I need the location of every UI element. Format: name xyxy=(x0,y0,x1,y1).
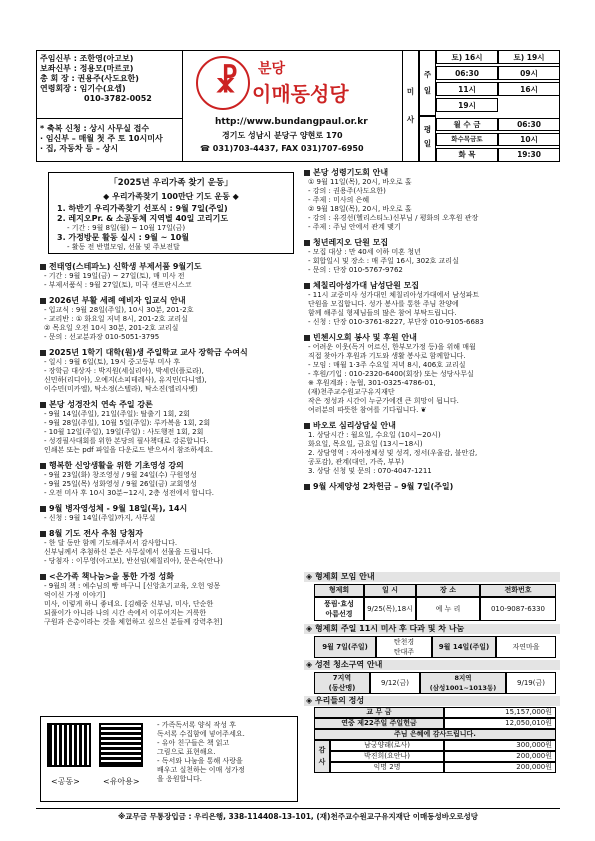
weekday-label xyxy=(419,116,436,162)
qr-code-icon[interactable] xyxy=(47,723,91,767)
notice-line: ② 목요일 오전 10시 30분, 201-2호 교리실 xyxy=(44,324,179,332)
notice-title-text: 행복한 신앙생활을 위한 기초영성 강의 xyxy=(49,461,184,470)
campaign-item: - 활동 전 반별모임, 선물 및 주보전달 xyxy=(67,243,180,251)
notice-line: 작은 정성과 시간이 누군가에겐 큰 희망이 됩니다. xyxy=(308,397,459,405)
donor-name: 익명 2명 xyxy=(330,762,444,773)
mass-label xyxy=(402,50,419,162)
notice-title-text: 8월 기도 전사 추첨 당첨자 xyxy=(49,529,143,538)
bullet-square-icon xyxy=(40,350,46,356)
mass-time: 09시 xyxy=(498,66,560,80)
col-header: 형제회 xyxy=(314,584,364,597)
donor-name: 남궁양래(로사) xyxy=(330,740,444,751)
notice-line: 되풀이가 아니라 나의 시간 속에서 이루어지는 거룩한 xyxy=(44,609,207,617)
address: 경기도 성남시 분당구 양현로 170 xyxy=(222,131,343,140)
bullet-square-icon xyxy=(40,506,46,512)
meeting-title: ◈ 형제회 모임 안내 xyxy=(304,572,560,582)
notice-title xyxy=(304,281,560,291)
notice-section xyxy=(304,482,560,492)
notice-section xyxy=(40,572,298,627)
qr-code-icon[interactable] xyxy=(99,723,143,767)
mass-schedule-table xyxy=(402,50,560,162)
weekday-label-1: 평 xyxy=(423,125,432,134)
notice-title xyxy=(304,421,560,431)
notice-line: - 신청 : 단장 010-3761-8227, 부단장 010-9105-6683 xyxy=(308,318,484,326)
weekday-time: 19:30 xyxy=(498,148,560,162)
notice-line: - 9월 23일(화) 창조영성 / 9월 24일(수) 구원영성 xyxy=(44,471,197,479)
offering-title: ◈ 우리들의 정성 xyxy=(304,696,560,706)
note-line: · 임신부 – 매월 첫 주 토 10시미사 xyxy=(40,134,163,143)
weekday-time: 10시 xyxy=(498,133,560,146)
cleaning-date: 9/12(금) xyxy=(370,672,420,694)
notice-title-text: 9월 병자영성체 - 9월 18일(목), 14시 xyxy=(49,504,188,513)
notice-line: 이수민(미카엘), 탁소정(스텔라), 탁소진(엘리사벳) xyxy=(44,385,198,393)
notice-section xyxy=(40,400,298,455)
meeting-group: 풍림·효성 아름선경 xyxy=(314,597,364,621)
notice-line: 신부님께서 추첨하신 분은 사무실에서 선물을 드립니다. xyxy=(44,548,213,556)
tea-date: 9월 7일(주일) xyxy=(314,636,376,658)
campaign-title: 「2025년 우리가족 찾기 운동」 xyxy=(109,178,233,188)
staff-phone: 010-3782-0052 xyxy=(84,94,152,103)
tea-area: 탄천경 탄대주 xyxy=(376,636,432,658)
left-notices xyxy=(40,262,298,631)
notice-line: 여러분의 따뜻한 참여를 기다립니다. ❦ xyxy=(308,406,427,414)
notice-line: 미사, 이렇게 하니 좋네요. [김혜중 신부님, 미사, 단순한 xyxy=(44,600,214,608)
notice-title xyxy=(40,262,298,272)
notice-title-text: 빈첸시오회 봉사 및 후원 안내 xyxy=(313,333,417,342)
tea-date: 9월 14일(주일) xyxy=(432,636,496,658)
bullet-square-icon xyxy=(40,574,46,580)
sunday-label xyxy=(419,50,436,116)
qr-label: <유아용> xyxy=(103,777,140,786)
notice-line: 함께 해주실 형제님들의 많은 참여 부탁드립니다. xyxy=(308,309,457,317)
campaign-item: 1. 하반기 우리가족찾기 선포식 : 9월 7일(주일) xyxy=(57,204,228,213)
notice-title-text: 본당 성경잔치 연속 주일 강론 xyxy=(49,400,153,409)
notice-section xyxy=(40,348,298,394)
meeting-time: 9/25(목),18시 xyxy=(364,597,416,621)
notice-line: ※ 후원계좌 : 농협, 301-0325-4786-01, xyxy=(308,379,436,387)
donor-name: 박진희(요안나) xyxy=(330,751,444,762)
cleaning-zone: 8지역 (삼성1001~1013동) xyxy=(420,672,506,694)
thanks-text: 주님 은혜에 감사드립니다. xyxy=(314,729,556,740)
notice-line: - 기간 : 9월 19일(금) ~ 27일(토), 매 미사 전 xyxy=(44,272,185,280)
notice-title-text: 청년레지오 단원 모집 xyxy=(313,238,389,247)
weekday-days: 화수목금토 xyxy=(436,133,498,146)
notice-title-text: 전태영(스테파노) 신학생 부제서품 9월기도 xyxy=(49,262,202,271)
donor-amount: 200,000원 xyxy=(444,762,556,773)
weekday-days: 월 수 금 xyxy=(436,118,498,131)
notice-line: - 장학금 대상자 : 박지원(세실리아), 박세린(플로라), xyxy=(44,367,204,375)
blessing-notes xyxy=(40,124,180,154)
bullet-square-icon xyxy=(40,463,46,469)
notice-line: 단원을 모집합니다. 성가 봉사를 통한 주님 찬양에 xyxy=(308,300,459,308)
notice-line: ① 9월 11일(목), 20시, 바오로 홀 xyxy=(308,178,412,186)
bullet-square-icon xyxy=(40,264,46,270)
bullet-square-icon xyxy=(40,402,46,408)
notice-section xyxy=(40,461,298,498)
notice-title-text: 체칠리아성가대 남성단원 모집 xyxy=(313,281,420,290)
notice-title-text: 본당 성령기도회 안내 xyxy=(313,168,389,177)
mass-time: 토) 16시 xyxy=(436,50,498,64)
notice-line: - 교리반 : ① 화요일 저녁 8시, 201-2호 교리실 xyxy=(44,315,188,323)
campaign-subtitle: ◆ 우리가족찾기 100만단 기도 운동 ◆ xyxy=(103,192,239,201)
qr-line: 배우고 실천하는 이매 성가정 xyxy=(157,766,245,774)
staff-line: 주임신부 : 조한영(아고보) xyxy=(40,54,134,63)
mass-time: 06:30 xyxy=(436,66,498,80)
notice-line: 억이신 가정 이야기] xyxy=(44,591,106,599)
notice-title xyxy=(304,482,560,492)
qr-label: <공동> xyxy=(51,777,80,786)
notice-line: (재)천주교수원교구유지재단 xyxy=(308,388,395,396)
notice-section xyxy=(40,262,298,290)
cleaning-zone: 7지역 (동산맹) xyxy=(314,672,370,694)
mass-label-2: 사 xyxy=(406,115,415,124)
mass-time: 19시 xyxy=(436,98,498,112)
notice-line: 1. 상담시간 : 월요일, 수요일 (10시~20시) xyxy=(308,431,441,439)
phone-fax: ☎ 031)703-4437, FAX 031)707-6950 xyxy=(200,144,364,153)
notice-title xyxy=(304,168,560,178)
qr-box xyxy=(40,716,298,802)
notice-title xyxy=(40,572,298,582)
notice-line: - 어려운 이웃(독거 어르신, 한부모가정 등)을 위해 매월 xyxy=(308,343,476,351)
meeting-phone: 010-9087-6330 xyxy=(480,597,556,621)
notice-line: - 10월 12일(주일), 19일(주일) : 사도행전 1회, 2회 xyxy=(44,428,204,436)
bullet-square-icon xyxy=(304,170,310,176)
notice-line: - 신청 : 9월 14일(주일)까지, 사무실 xyxy=(44,514,156,522)
notice-title xyxy=(40,461,298,471)
offering-amount: 15,157,000원 xyxy=(444,707,556,718)
meeting-place: 예 누 리 xyxy=(416,597,480,621)
notice-line: - 성경필사대회를 위한 본당의 필사책대로 강론합니다. xyxy=(44,437,209,445)
qr-line: 을 응원합니다. xyxy=(157,775,203,783)
notice-line: - 일시 : 9월 6일(토), 19시 중고등부 미사 후 xyxy=(44,358,181,366)
notice-line: - 주제 : 미사의 은혜 xyxy=(308,196,370,204)
notice-title xyxy=(40,348,298,358)
notice-line: - 9월의 책 : 예수님의 빵 바구니 [신앙초기교육, 오헌 엉몽 xyxy=(44,582,221,590)
weekday-label-2: 일 xyxy=(423,139,432,148)
thanks-side-label: 감 사 xyxy=(314,740,330,773)
notice-line: - 11시 교중미사 성가대인 체칠리아성가대에서 남성파트 xyxy=(308,291,480,299)
family-campaign-box xyxy=(48,172,294,254)
notice-section xyxy=(40,504,298,523)
staff-line: 연령회장 : 임기수(요셉) xyxy=(40,84,126,93)
notice-title xyxy=(304,238,560,248)
offering-label: 교 무 금 xyxy=(314,707,444,718)
bullet-square-icon xyxy=(304,335,310,341)
staff-list xyxy=(40,54,180,104)
notice-section xyxy=(304,333,560,415)
weekday-days: 화 목 xyxy=(436,148,498,162)
notice-title xyxy=(304,333,560,343)
notice-line: - 강의 : 권용주(사도요한) xyxy=(308,187,386,195)
notice-section xyxy=(40,296,298,342)
notice-title xyxy=(40,296,298,306)
notice-title-text: <은가족 책나눔>을 통한 가정 성화 xyxy=(49,572,175,581)
campaign-item: - 기간 : 9월 8일(월) ~ 10월 17일(금) xyxy=(67,224,186,232)
notice-line: - 문의 : 선교분과장 010-5051-3795 xyxy=(44,333,160,341)
notice-line: 공포감), 관계(대인, 가족, 부부) xyxy=(308,458,404,466)
notice-line: - 9월 14일(주일), 21일(주일): 탈출기 1회, 2회 xyxy=(44,410,190,418)
mass-time: 16시 xyxy=(498,82,560,96)
qr-line: - 독서와 나눔을 통해 사랑을 xyxy=(157,757,243,765)
parish-top: 분당 xyxy=(258,60,286,76)
mass-label-1: 미 xyxy=(406,87,415,96)
parish-logo xyxy=(196,56,250,110)
offering-amount: 12,050,010원 xyxy=(444,718,556,729)
qr-line: 독서록 수집함에 넣어주세요. xyxy=(157,730,245,738)
notice-line: - 9월 28일(주일), 10월 5일(주일): 루카복음 1회, 2회 xyxy=(44,419,211,427)
qr-text xyxy=(157,721,295,784)
qr-line: - 유아 친구들은 책 읽고 xyxy=(157,739,230,747)
note-line: * 축복 신청 : 상시 사무실 접수 xyxy=(40,124,150,133)
notice-line: 화요일, 목요일, 금요일 (13시~18시) xyxy=(308,440,423,448)
notice-title-text: 2026년 부활 세례 예비자 입교식 안내 xyxy=(49,296,186,305)
bullet-square-icon xyxy=(304,240,310,246)
notice-section xyxy=(304,168,560,232)
bullet-square-icon xyxy=(40,531,46,537)
notice-title-text: 바오로 심리상담실 안내 xyxy=(313,421,396,430)
weekday-time: 06:30 xyxy=(498,118,560,131)
bullet-square-icon xyxy=(304,283,310,289)
notice-title xyxy=(40,529,298,539)
qr-line: 그림으로 표현해요. xyxy=(157,748,216,756)
notice-line: - 당첨자 : 이무영(아고보), 반선임(체칠리아), 문은숙(안나) xyxy=(44,557,223,565)
notice-line: - 오전 미사 후 10시 30분~12시, 2층 성전에서 합니다. xyxy=(44,489,215,497)
cleaning-section xyxy=(304,660,560,692)
bullet-square-icon xyxy=(304,423,310,429)
notice-line: - 모집 대상 : 만 40세 이하 미혼 청년 xyxy=(308,248,421,256)
notice-line: 직접 찾아가 후원과 기도와 생활 봉사로 함께합니다. xyxy=(308,352,466,360)
notice-line: - 주제 : 주님 안에서 관계 맺기 xyxy=(308,223,401,231)
notice-title-text: 2025년 1학기 대학(원)생 주일학교 교사 장학금 수여식 xyxy=(49,348,248,357)
notice-line: 인쇄본 또는 pdf 파일을 다운로드 받으셔서 참조하세요. xyxy=(44,446,213,454)
sunday-label-2: 일 xyxy=(423,86,432,95)
notice-line: 구원과 은총이라는 것을 체험하고 싶으신 분들께 강력추천] xyxy=(44,618,223,626)
notice-section xyxy=(304,238,560,275)
col-header: 전화번호 xyxy=(480,584,556,597)
chi-rho-icon: ☧ xyxy=(215,65,239,100)
notice-line: - 회합일시 및 장소 : 매 주일 16시, 302호 교리실 xyxy=(308,257,459,265)
notice-section xyxy=(304,281,560,327)
notice-line: - 한 달 동안 함께 기도해주셔서 감사합니다. xyxy=(44,539,178,547)
footer-divider xyxy=(36,808,560,809)
notice-line: 2. 상담영역 : 자아정체성 및 성격, 정서(우울감, 불안감, xyxy=(308,449,478,457)
campaign-item: 3. 가정방문 활동 실시 : 9월 ~ 10월 xyxy=(57,233,189,242)
notice-section xyxy=(304,421,560,476)
tea-title: ◈ 형제회 주일 11시 미사 후 다과 및 차 나눔 xyxy=(304,624,560,634)
cleaning-title: ◈ 성전 청소구역 안내 xyxy=(304,660,560,670)
notice-line: 신민하(리디아), 오예지(소피테레사), 유지민(다니엘), xyxy=(44,376,207,384)
website-link[interactable]: http://www.bundangpaul.or.kr xyxy=(215,117,368,127)
meeting-section xyxy=(304,572,560,618)
notice-line: - 부제서품식 : 9월 27일(토), 미국 샌프란시스코 xyxy=(44,281,192,289)
offering-label: 연중 제22주일 주일헌금 xyxy=(314,718,444,729)
footer-account: ※교무금 무통장입금 : 우리은행, 338-114408-13-101, (재)천주교수원교구유지재단 이매동성바오로성당 xyxy=(118,812,478,821)
col-header: 장 소 xyxy=(416,584,480,597)
staff-line: 보좌신부 : 정용모(마르코) xyxy=(40,64,134,73)
notice-line: - 강의 : 유경선(헬리스티노)신부님 / 평화의 오후원 관장 xyxy=(308,214,479,222)
notice-line: ② 9월 18일(목), 20시, 바오로 홀 xyxy=(308,205,412,213)
offering-section xyxy=(304,696,560,771)
notice-title-text: 9월 사제양성 2차헌금 – 9월 7일(주일) xyxy=(313,482,454,491)
parish-name: 이매동성당 xyxy=(252,84,349,106)
notice-line: - 9월 25일(목) 성화영성 / 9월 26일(금) 교회영성 xyxy=(44,480,197,488)
notice-line: 3. 상담 신청 및 문의 : 070-4047-1211 xyxy=(308,467,432,475)
notice-title xyxy=(40,504,298,514)
cleaning-date: 9/19(금) xyxy=(506,672,556,694)
qr-line: - 가족독서록 양식 작성 후 xyxy=(157,721,237,729)
bullet-square-icon xyxy=(304,484,310,490)
note-line: · 집, 자동차 등 – 상시 xyxy=(40,144,119,153)
notice-section xyxy=(40,529,298,566)
divider xyxy=(182,50,183,162)
staff-line: 총 회 장 : 권용주(사도요한) xyxy=(40,74,139,83)
notice-line: - 모임 : 매월 1·3주 수요일 저녁 8시, 406호 교리실 xyxy=(308,361,466,369)
notice-title xyxy=(40,400,298,410)
tea-area: 자연마을 xyxy=(496,636,556,658)
bullet-square-icon xyxy=(40,298,46,304)
notice-line: - 문의 : 단장 010-5767-9762 xyxy=(308,266,403,274)
mass-time: 토) 19시 xyxy=(498,50,560,64)
donor-amount: 200,000원 xyxy=(444,751,556,762)
mass-time: 11시 xyxy=(436,82,498,96)
notice-line: - 입교식 : 9월 28일(주일), 10시 30분, 201-2호 xyxy=(44,306,194,314)
campaign-item: 2. 레지오Pr. & 소공동체 지역별 40일 고리기도 xyxy=(57,214,229,223)
tea-section xyxy=(304,624,560,656)
notice-line: - 후원/기입 : 010-2320-6400(회장) 또는 성당사무실 xyxy=(308,370,474,378)
col-header: 일 시 xyxy=(364,584,416,597)
sunday-label-1: 주 xyxy=(423,70,432,79)
divider xyxy=(36,118,182,119)
donor-amount: 300,000원 xyxy=(444,740,556,751)
right-notices xyxy=(304,168,560,496)
